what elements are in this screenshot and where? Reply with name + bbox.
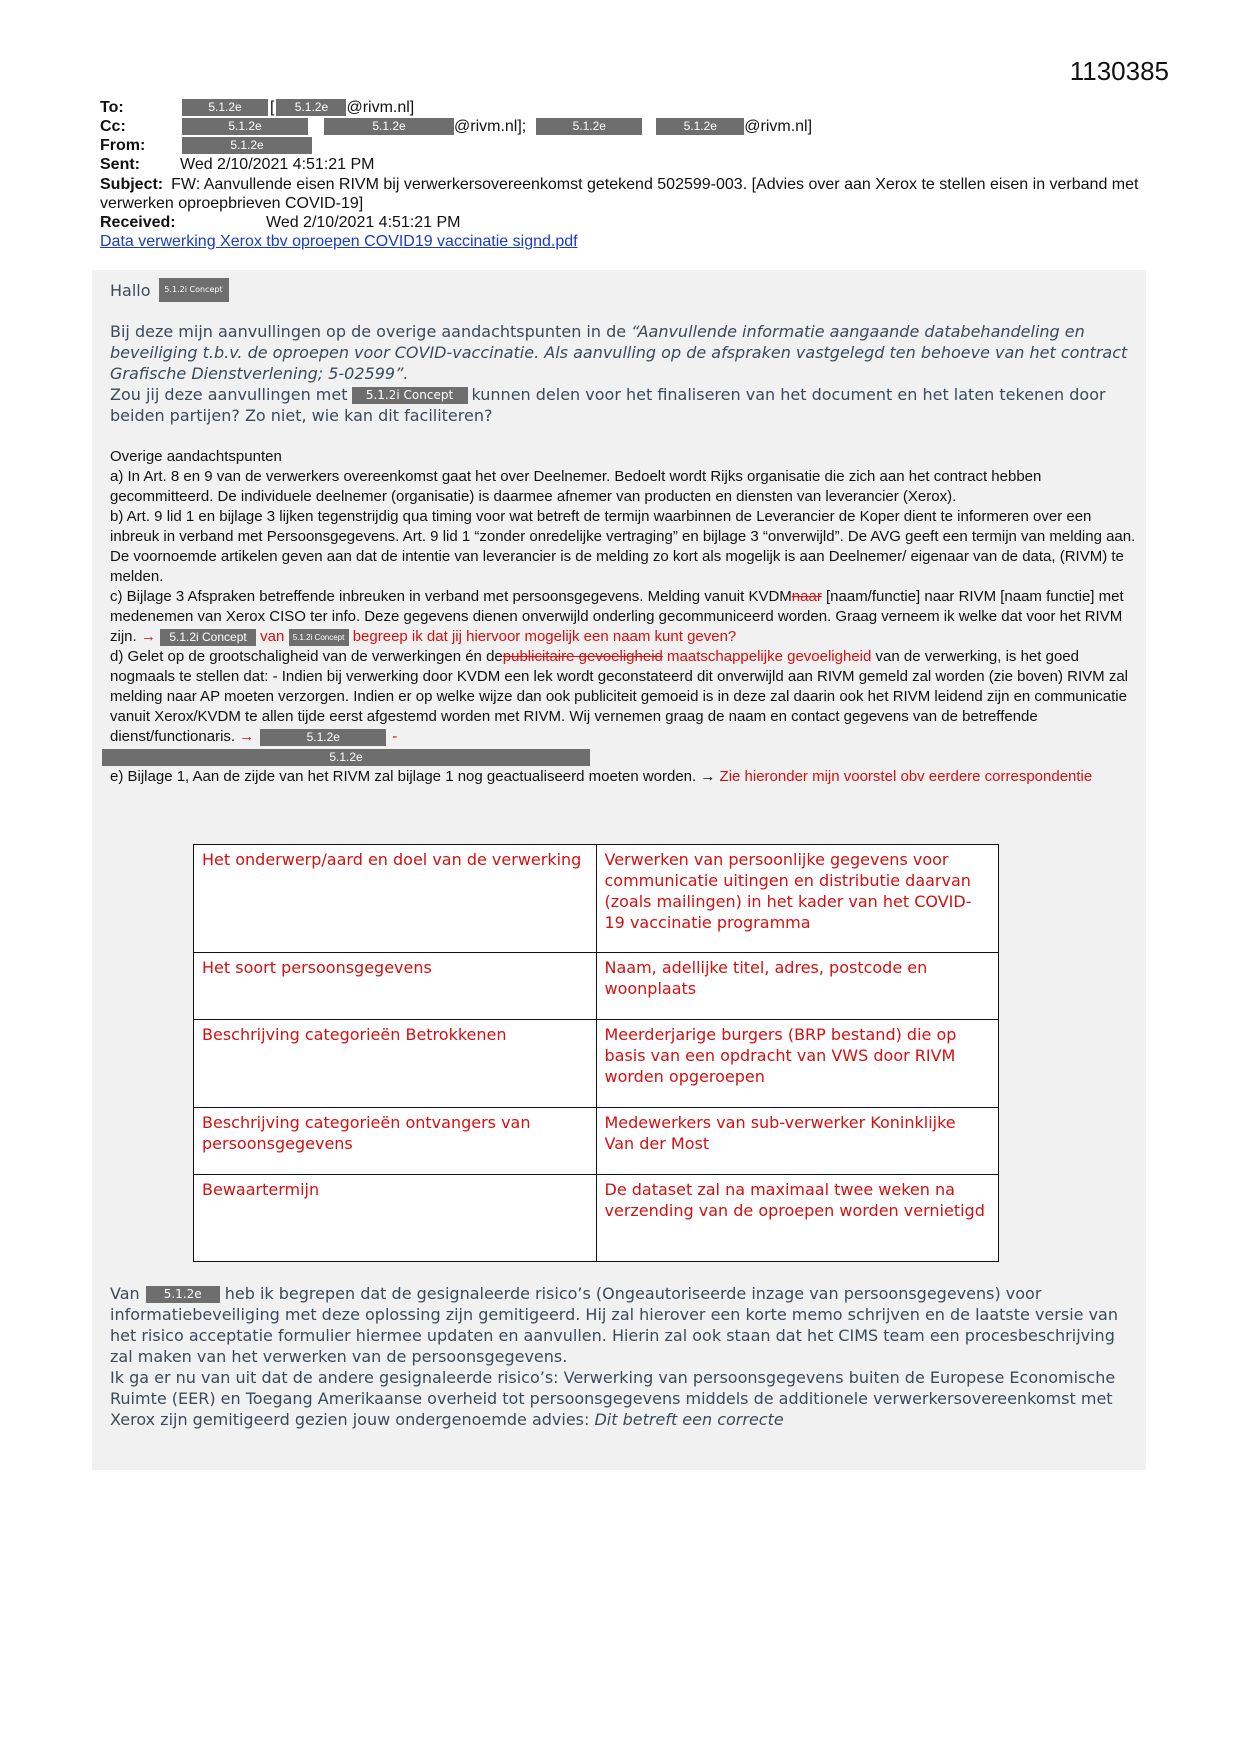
cc-row — [100, 117, 1160, 136]
outro-text: Van — [110, 1284, 140, 1303]
greeting-line — [110, 278, 1140, 302]
outro-paragraph-1 — [110, 1283, 1140, 1367]
received-label: Received: — [100, 214, 176, 231]
point-d — [110, 647, 1138, 747]
arrow-icon: → — [239, 728, 255, 745]
redaction: 5.1.2i Concept — [160, 629, 256, 646]
table-row — [194, 845, 999, 953]
to-label: To: — [100, 99, 124, 116]
received-row — [100, 213, 1160, 232]
redaction: 5.1.2e — [146, 1286, 220, 1303]
cc-domain-2: @rivm.nl] — [744, 118, 813, 135]
sent-value: Wed 2/10/2021 4:51:21 PM — [180, 156, 375, 173]
table-cell: Het soort persoonsgegevens — [194, 953, 597, 1020]
received-value: Wed 2/10/2021 4:51:21 PM — [266, 214, 461, 231]
point-text-red: begreep ik dat jij hiervoor mogelijk een naam kunt geven? — [348, 628, 737, 645]
table-row — [194, 1020, 999, 1108]
table-row — [194, 1108, 999, 1175]
point-text: [naam/functie] naar RIVM [naam functie] met medenemen van Xerox CISO ter info. Deze gegevens dienen onverwijld onderling gecommuniceerd worden. Graag verneem ik welke dat voor het RIVM zijn. — [110, 588, 1124, 645]
redaction: 5.1.2i Concept — [159, 278, 229, 302]
point-text: c) Bijlage 3 Afspraken betreffende inbreuken in verband met persoonsgegevens. Melding vanuit KVDM — [110, 588, 792, 605]
document-number: 1130385 — [1069, 56, 1169, 86]
point-text-red: Zie hieronder mijn voorstel obv eerdere correspondentie — [719, 768, 1093, 785]
redaction: 5.1.2e — [276, 99, 346, 116]
sent-label: Sent: — [100, 156, 140, 173]
table-cell: Beschrijving categorieën ontvangers van persoonsgegevens — [194, 1108, 597, 1175]
bracket: [ — [270, 99, 275, 116]
attachment-link[interactable]: Data verwerking Xerox tbv oproepen COVID19 vaccinatie signd.pdf — [100, 233, 578, 250]
table-cell: Bewaartermijn — [194, 1175, 597, 1262]
redaction: 5.1.2i Concept — [289, 629, 349, 646]
cc-domain-1: @rivm.nl]; — [454, 118, 527, 135]
table-row — [194, 1175, 999, 1262]
from-row — [100, 136, 1160, 155]
processing-table — [193, 844, 999, 1262]
intro-text: kunnen delen voor het finaliseren van het document en het laten tekenen door beiden partijen? Zo niet, wie kan dit faciliteren? — [110, 385, 1106, 425]
arrow-icon: → — [140, 628, 161, 645]
point-b: b) Art. 9 lid 1 en bijlage 3 lijken tegenstrijdig qua timing voor wat betreft de termijn waarbinnen de Leverancier de Koper dient te informeren over een inbreuk in verband met Persoonsgegevens. Art. 9 lid 1 “zonder onredelijke vertraging” en bijlage 3 “onverwijld”. De AVG geeft een termijn van melding aan. De voornoemde artikelen geven aan dat de intentie van leverancier is de melding zo kort als mogelijk is aan Deelnemer/ eigenaar van de data, (RIVM) te melden. — [110, 508, 1136, 585]
intro-italic: “Aanvullende informatie aangaande databehandeling en beveiliging t.b.v. de oproepen voor COVID-vaccinatie. Als aanvulling op de afspraken vastgelegd ten behoeve van het contract Grafische Dienstverlening; 5-02599”. — [110, 322, 1128, 383]
redaction: 5.1.2e — [324, 118, 454, 135]
message-outro — [110, 1283, 1140, 1430]
intro-text: Zou jij deze aanvullingen met — [110, 385, 348, 404]
subject-value: FW: Aanvullende eisen RIVM bij verwerkersovereenkomst getekend 502599-003. [Advies over aan Xerox te stellen eisen in verband met verwerken oproepbrieven COVID-19] — [100, 176, 1139, 212]
message-intro — [110, 278, 1140, 426]
message-body — [110, 447, 1138, 787]
cc-label: Cc: — [100, 118, 126, 135]
table-cell: Naam, adellijke titel, adres, postcode en woonplaats — [596, 953, 999, 1020]
table-cell: Beschrijving categorieën Betrokkenen — [194, 1020, 597, 1108]
outro-text: Ik ga er nu van uit dat de andere gesignaleerde risico’s: Verwerking van persoonsgegevens buiten de Europese Economische Ruimte (EER) en Toegang Amerikaanse overheid tot persoonsgegevens middels de additionele verwerkersovereenkomst met Xerox zijn gemitigeerd gezien jouw ondergenoemde advies: — [110, 1368, 1116, 1429]
deleted-text: publicitaire gevoeligheid — [502, 648, 663, 665]
body-heading: Overige aandachtspunten — [110, 448, 282, 465]
table-row — [194, 953, 999, 1020]
deleted-text: naar — [791, 588, 822, 605]
outro-paragraph-2 — [110, 1367, 1140, 1430]
from-label: From: — [100, 137, 146, 154]
point-e — [110, 767, 1138, 787]
table-cell: Verwerken van persoonlijke gegevens voor communicatie uitingen en distributie daarvan (zoals mailingen) in het kader van het COVID-19 vaccinatie programma — [596, 845, 999, 953]
sent-row — [100, 155, 1160, 174]
greeting: Hallo — [110, 280, 151, 300]
point-text-red: - — [392, 728, 398, 745]
table-cell: Medewerkers van sub-verwerker Koninklijke Van der Most — [596, 1108, 999, 1175]
point-c — [110, 587, 1138, 647]
redaction: 5.1.2e — [182, 118, 308, 135]
table-cell: Meerderjarige burgers (BRP bestand) die op basis van een opdracht van VWS door RIVM worden opgeroepen — [596, 1020, 999, 1108]
outro-text: heb ik begrepen dat de gesignaleerde risico’s (Ongeautoriseerde inzage van persoonsgegevens) voor informatiebeveiliging met deze oplossing zijn gemitigeerd. Hij zal hierover een korte memo schrijven en de laatste versie van het risico acceptatie formulier hiermee updaten en aanvullen. Hierin zal ook staan dat het CIMS team een procesbeschrijving zal maken van het verwerken van de persoonsgegevens. — [110, 1284, 1118, 1366]
redaction: 5.1.2e — [656, 118, 744, 135]
intro-paragraph-1 — [110, 321, 1140, 384]
redaction: 5.1.2e — [536, 118, 642, 135]
redaction: 5.1.2e — [182, 137, 312, 154]
redaction: 5.1.2e — [260, 729, 386, 746]
table-cell: De dataset zal na maximaal twee weken na verzending van de oproepen worden vernietigd — [596, 1175, 999, 1262]
subject-row — [100, 175, 1160, 213]
point-text-red: van — [256, 628, 289, 645]
to-domain: @rivm.nl] — [346, 99, 415, 116]
outro-italic: Dit betreft een correcte — [594, 1410, 784, 1429]
redaction: 5.1.2i Concept — [352, 387, 468, 404]
redacted-line — [110, 747, 1138, 767]
intro-paragraph-2 — [110, 384, 1140, 426]
point-text: e) Bijlage 1, Aan de zijde van het RIVM zal bijlage 1 nog geactualiseerd moeten worden. → — [110, 768, 720, 785]
to-row — [100, 98, 1160, 117]
subject-label: Subject: — [100, 176, 164, 193]
table-cell: Het onderwerp/aard en doel van de verwerking — [194, 845, 597, 953]
redaction: 5.1.2e — [102, 749, 590, 766]
point-text-red: maatschappelijke gevoeligheid — [662, 648, 872, 665]
point-text: van de verwerking, is het goed nogmaals te stellen dat: - Indien bij verwerking door KVDM een lek wordt geconstateerd dit onverwijld aan RIVM gemeld zal worden (zie boven) RIVM zal melding naar AP moeten verzorgen. Indien er op welke wijze dan ook publiciteit gemoeid is in deze zal daarin ook het RIVM leidend zijn en communicatie vanuit Xerox/KVDM te allen tijde eerst afgestemd worden met RIVM. Wij vernemen graag de naam en contact gegevens van de betreffende dienst/functionaris. — [110, 648, 1128, 745]
point-a: a) In Art. 8 en 9 van de verwerkers overeenkomst gaat het over Deelnemer. Bedoelt wordt Rijks organisatie die zich aan het contract hebben gecommitteerd. De individuele deelnemer (organisatie) is daarmee afnemer van producten en diensten van leverancier (Xerox). — [110, 468, 1042, 505]
redaction: 5.1.2e — [182, 99, 268, 116]
intro-text: Bij deze mijn aanvullingen op de overige aandachtspunten in de — [110, 322, 632, 341]
point-text: d) Gelet op de grootschaligheid van de verwerkingen én de — [110, 648, 503, 665]
email-header — [100, 98, 1160, 251]
attachment-row — [100, 232, 1160, 251]
